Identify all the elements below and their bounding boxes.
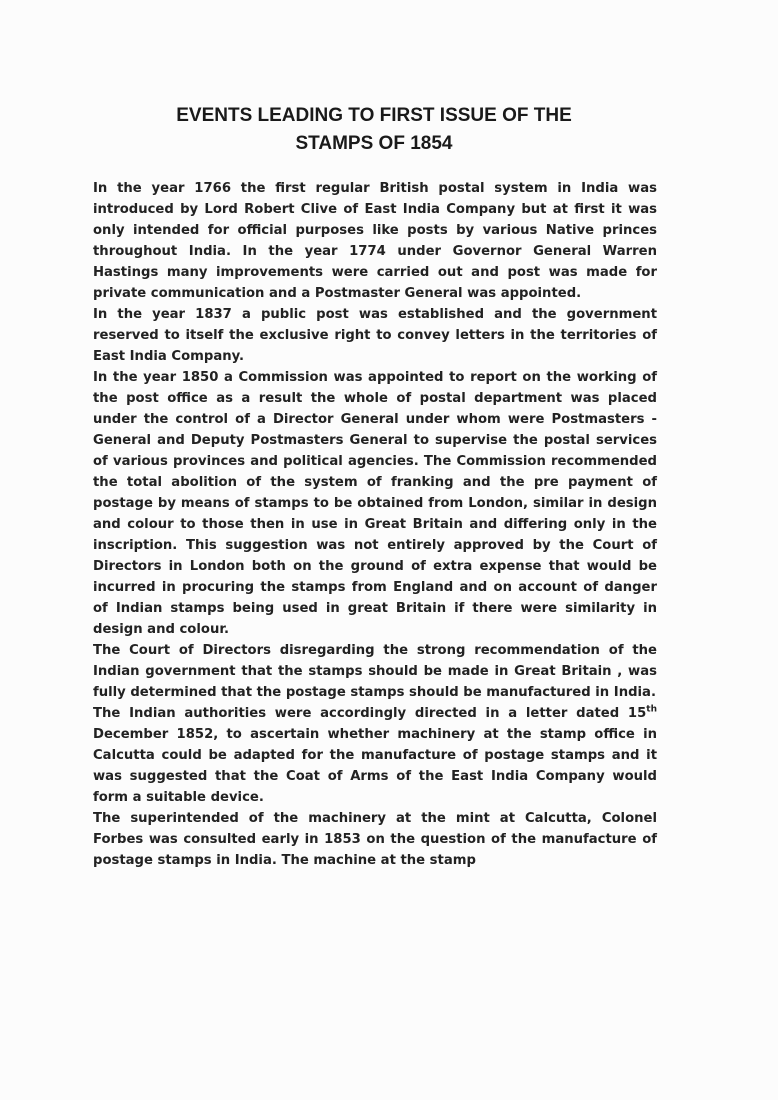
- paragraph-1837: In the year 1837 a public post was established and the government reserved to itself the exclusive right to convey letters in the territories of East India Company.: [93, 307, 657, 364]
- title-line-1: EVENTS LEADING TO FIRST ISSUE OF THE: [176, 105, 572, 126]
- paragraph-1852-letter: [93, 703, 657, 808]
- page-title: [60, 102, 688, 158]
- paragraph-1853-forbes: The superintended of the machinery at the mint at Calcutta, Colonel Forbes was consulted early in 1853 on the question of the manufacture of postage stamps in India. The machine at the stamp: [93, 811, 657, 868]
- p5-text-end: December 1852, to ascertain whether machinery at the stamp office in Calcutta could be adapted for the manufacture of postage stamps and it was suggested that the Coat of Arms of the East India Company would form a suitable device.: [93, 727, 657, 805]
- title-line-2: STAMPS OF 1854: [295, 133, 453, 154]
- ordinal-suffix: th: [646, 704, 657, 715]
- document-body: [93, 178, 657, 871]
- paragraph-court-of-directors: The Court of Directors disregarding the strong recommendation of the Indian government that the stamps should be made in Great Britain , was fully determined that the postage stamps should be manufactured in India.: [93, 643, 657, 700]
- p5-text-start: The Indian authorities were accordingly directed in a letter dated 15: [93, 706, 647, 721]
- paragraph-1850: In the year 1850 a Commission was appointed to report on the working of the post office as a result the whole of postal department was placed under the control of a Director General under whom were Postmasters - General and Deputy Postmasters General to supervise the postal services of various provinces and political agencies. The Commission recommended the total abolition of the system of franking and the pre payment of postage by means of stamps to be obtained from London, similar in design and colour to those then in use in Great Britain and differing only in the inscription. This suggestion was not entirely approved by the Court of Directors in London both on the ground of extra expense that would be incurred in procuring the stamps from England and on account of danger of Indian stamps being used in great Britain if there were similarity in design and colour.: [93, 370, 657, 637]
- paragraph-1766: In the year 1766 the first regular British postal system in India was introduced by Lord Robert Clive of East India Company but at first it was only intended for official purposes like posts by various Native princes throughout India. In the year 1774 under Governor General Warren Hastings many improvements were carried out and post was made for private communication and a Postmaster General was appointed.: [93, 181, 657, 301]
